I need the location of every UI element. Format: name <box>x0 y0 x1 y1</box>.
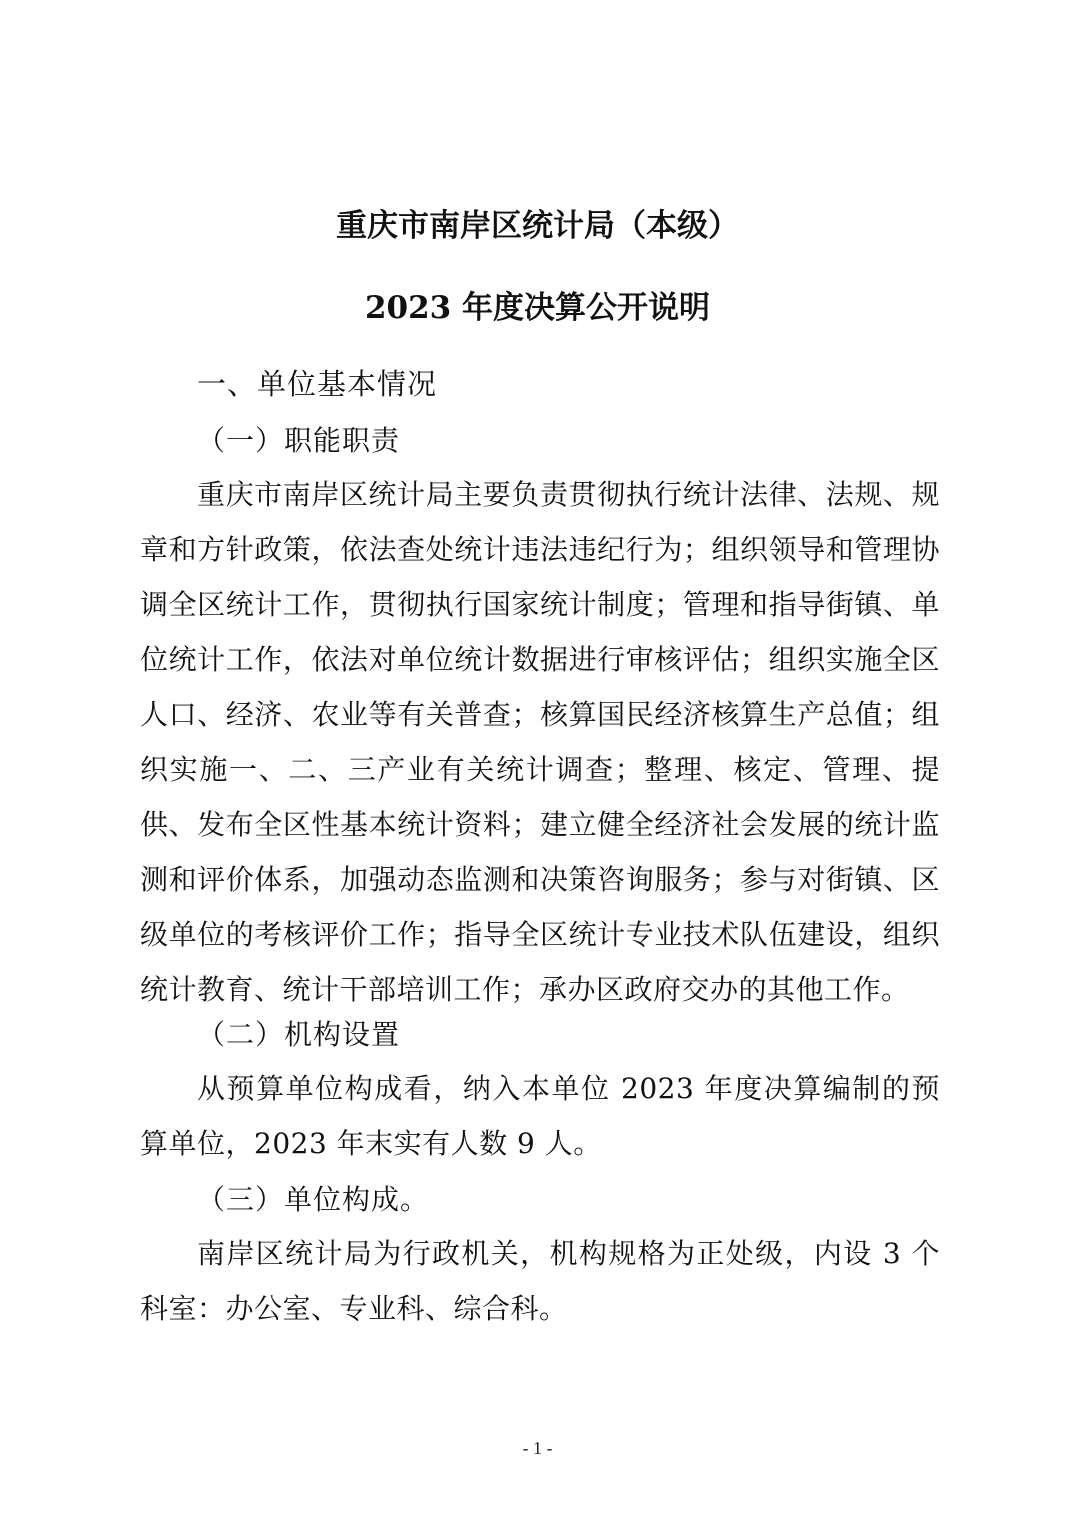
document-title-line1: 重庆市南岸区统计局（本级） <box>336 208 739 244</box>
section-heading-basic-info: 一、单位基本情况 <box>197 367 438 401</box>
paragraph-organization: 从预算单位构成看，纳入本单位 2023 年度决算编制的预算单位，2023 年末实有人数 9 人。 <box>140 1072 940 1160</box>
document-title-line2: 2023 年度决算公开说明 <box>364 290 711 326</box>
subsection-heading-duties: （一）职能职责 <box>197 424 401 457</box>
page-number: - 1 - <box>522 1438 553 1458</box>
subsection-heading-organization: （二）机构设置 <box>197 1018 401 1051</box>
subsection-heading-composition: （三）单位构成。 <box>197 1183 430 1216</box>
paragraph-duties: 重庆市南岸区统计局主要负责贯彻执行统计法律、法规、规章和方针政策，依法查处统计违法违纪行为；组织领导和管理协调全区统计工作，贯彻执行国家统计制度；管理和指导街镇、单位统计工作，依法对单位统计数据进行审核评估；组织实施全区人口、经济、农业等有关普查；核算国民经济核算生产总值；组织实施一、二、三产业有关统计调查；整理、核定、管理、提供、发布全区性基本统计资料；建立健全经济社会发展的统计监测和评价体系，加强动态监测和决策咨询服务；参与对街镇、区级单位的考核评价工作；指导全区统计专业技术队伍建设，组织统计教育、统计干部培训工作；承办区政府交办的其他工作。 <box>140 478 940 1006</box>
paragraph-composition: 南岸区统计局为行政机关，机构规格为正处级，内设 3 个科室：办公室、专业科、综合科。 <box>140 1237 940 1325</box>
